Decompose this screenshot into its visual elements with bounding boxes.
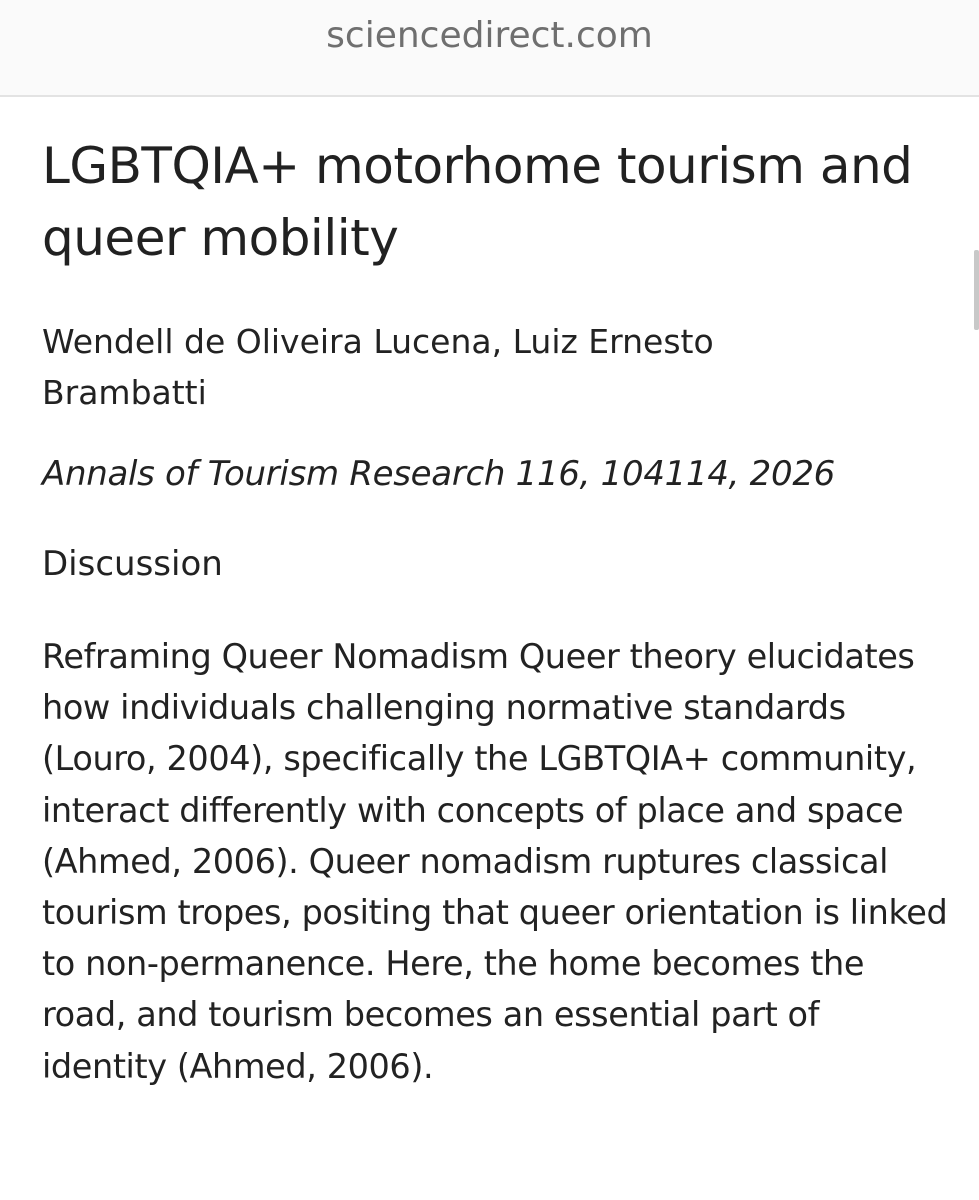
section-heading: Discussion <box>42 544 223 584</box>
article-citation: Annals of Tourism Research 116, 104114, 2026 <box>42 454 836 494</box>
article-authors: Wendell de Oliveira Lucena, Luiz Ernesto Brambatti <box>42 322 714 412</box>
scrollbar-thumb[interactable] <box>974 250 979 330</box>
article-body: Reframing Queer Nomadism Queer theory elucidates how individuals challenging normative standards (Louro, 2004), specifically the LGBTQIA+ community, interact differently with concepts of place and space (Ahmed, 2006). Queer nomadism ruptures classical tourism tropes, positing that queer orientation is linked to non-permanence. Here, the home becomes the road, and tourism becomes an essential part of identity (Ahmed, 2006). <box>42 637 948 1086</box>
article-content <box>42 130 948 1092</box>
article-title: LGBTQIA+ motorhome tourism and queer mobility <box>42 137 913 267</box>
url-text[interactable]: sciencedirect.com <box>326 15 653 56</box>
address-bar[interactable] <box>0 0 979 97</box>
